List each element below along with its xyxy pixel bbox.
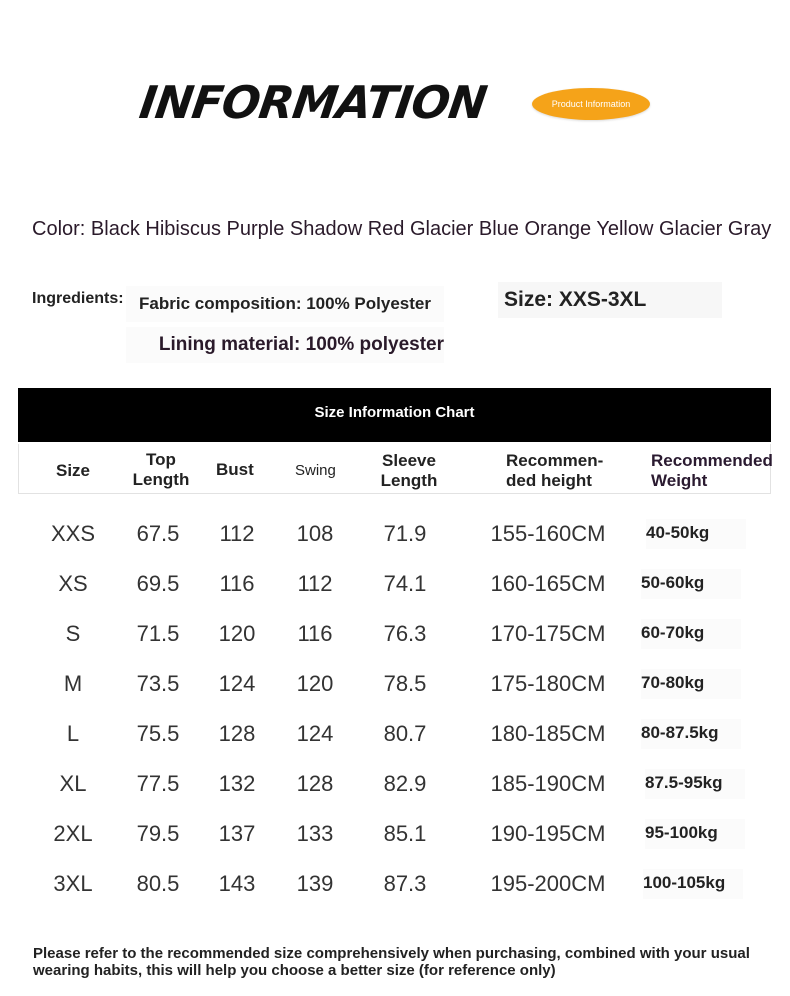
cell-recommended-height: 185-190CM [490,771,606,796]
cell-bust: 124 [218,671,256,696]
page-title: INFORMATION [136,76,490,129]
cell-bust: 137 [218,821,256,846]
cell-recommended-height: 180-185CM [490,721,606,746]
cell-top-length: 67.5 [136,521,180,546]
cell-bust: 132 [218,771,256,796]
cell-sleeve-length: 87.3 [383,871,427,896]
column-header-top-length-line2: Length [132,470,190,489]
column-header-bust: Bust [216,460,254,479]
column-header-recommended-weight [651,451,773,491]
cell-recommended-height: 155-160CM [490,521,606,546]
product-information-badge: Product Information [532,88,650,120]
column-header-sleeve-length [377,451,441,491]
cell-sleeve-length: 71.9 [383,521,427,546]
cell-top-length: 80.5 [136,871,180,896]
cell-size: M [63,671,83,696]
cell-sleeve-length: 74.1 [383,571,427,596]
cell-recommended-weight: 95-100kg [645,819,745,849]
cell-bust: 112 [219,521,255,546]
cell-recommended-height: 160-165CM [490,571,606,596]
cell-top-length: 73.5 [136,671,180,696]
cell-recommended-height: 190-195CM [490,821,606,846]
cell-size: XL [59,771,87,796]
column-header-top-length-line1: Top [146,450,176,469]
cell-swing: 133 [296,821,334,846]
cell-swing: 116 [297,621,333,646]
fabric-composition-text: Fabric composition: 100% Polyester [126,286,444,322]
column-header-height-line1: Recommen- [506,451,604,470]
cell-recommended-weight: 87.5-95kg [645,769,745,799]
cell-recommended-weight: 50-60kg [641,569,741,599]
column-header-weight-line1: Recommended [651,451,773,470]
cell-size: XXS [50,521,96,546]
column-header-size: Size [56,461,91,480]
cell-swing: 124 [296,721,334,746]
cell-top-length: 69.5 [136,571,180,596]
column-header-swing: Swing [295,462,336,479]
cell-swing: 112 [297,571,333,596]
size-chart-title: Size Information Chart [18,388,771,442]
cell-size: 3XL [53,871,93,896]
cell-recommended-height: 170-175CM [490,621,606,646]
cell-sleeve-length: 80.7 [383,721,427,746]
cell-swing: 120 [296,671,334,696]
cell-size: S [65,621,81,646]
color-options-text: Color: Black Hibiscus Purple Shadow Red Glacier Blue Orange Yellow Glacier Gray [32,218,772,240]
column-header-sleeve-line1: Sleeve [382,451,436,470]
cell-recommended-height: 175-180CM [490,671,606,696]
ingredients-label: Ingredients: [32,290,124,307]
cell-top-length: 75.5 [136,721,180,746]
column-header-recommended-height [506,451,603,491]
cell-sleeve-length: 82.9 [383,771,427,796]
cell-recommended-weight: 100-105kg [643,869,743,899]
column-header-weight-line2: Weight [651,471,708,490]
cell-recommended-height: 195-200CM [490,871,606,896]
cell-sleeve-length: 78.5 [383,671,427,696]
cell-size: L [66,721,80,746]
cell-top-length: 77.5 [136,771,180,796]
cell-size: 2XL [53,821,93,846]
cell-sleeve-length: 85.1 [383,821,427,846]
cell-bust: 143 [218,871,256,896]
cell-swing: 139 [296,871,334,896]
cell-swing: 108 [296,521,334,546]
column-header-top-length [131,450,191,490]
cell-recommended-weight: 70-80kg [641,669,741,699]
cell-size: XS [58,571,88,596]
cell-bust: 120 [218,621,256,646]
lining-material-text: Lining material: 100% polyester [126,327,444,363]
size-range-text: Size: XXS-3XL [498,282,722,318]
column-header-sleeve-line2: Length [380,471,438,490]
cell-recommended-weight: 40-50kg [646,519,746,549]
sizing-note: Please refer to the recommended size comprehensively when purchasing, combined with your usual wearing habits, this will help you choose a better size (for reference only) [33,945,750,979]
cell-recommended-weight: 80-87.5kg [641,719,741,749]
cell-sleeve-length: 76.3 [383,621,427,646]
cell-top-length: 79.5 [136,821,180,846]
cell-swing: 128 [296,771,334,796]
column-header-height-line2: ded height [506,471,592,490]
cell-top-length: 71.5 [136,621,180,646]
cell-bust: 116 [219,571,255,596]
cell-recommended-weight: 60-70kg [641,619,741,649]
cell-bust: 128 [218,721,256,746]
